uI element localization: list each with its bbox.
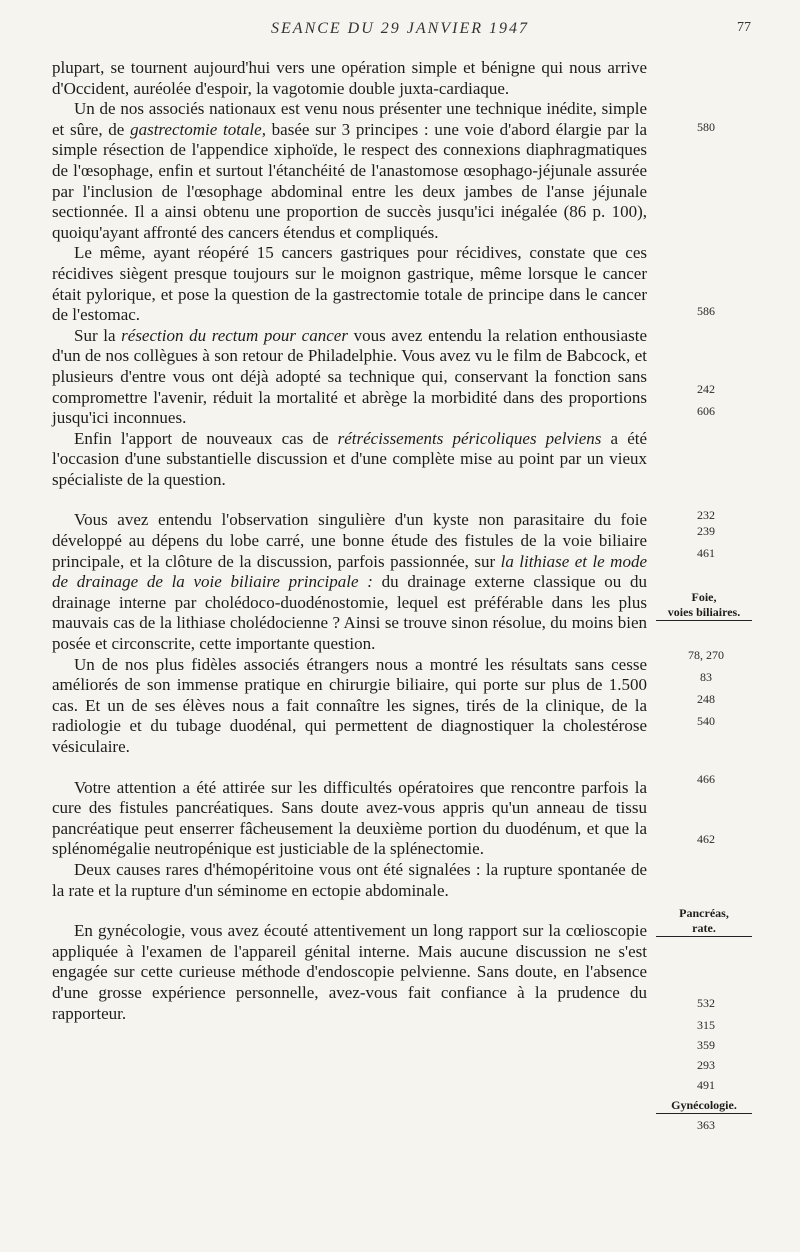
paragraph [52,510,647,654]
text-run: Un de nos plus fidèles associés étrangers nous a montré les résultats sans cesse améliorés de son immense pratique en chirurgie biliaire, qui porte sur plus de 1.500 cas. Et un de ses élèves nous a fait connaître les signes, tirés de la clinique, de la radiologie et du tubage duodénal, qui permettent de diagnostiquer la cholestérose vésiculaire. [52,654,647,756]
text-run: Votre attention a été attirée sur les difficultés opératoires que rencontre parfois la cure des fistules pancréatiques. Sans doute avez-vous appris qu'un anneau de tissu pancréatique peut enserrer fâcheusement la deuxième portion du duodénum, et que la splénomégalie neutropénique est justiciable de la splénectomie. [52,777,647,859]
margin-ref: 248 [697,692,715,706]
paragraph [52,58,647,99]
margin-heading-line: Foie, [691,590,717,604]
margin-heading-line: rate. [656,921,752,937]
margin-ref: 466 [697,772,715,786]
margin-heading-gynecology [656,1098,752,1114]
italic-text: gastrectomie totale, [130,119,266,139]
text-run: Deux causes rares d'hémopéritoine vous ont été signalées : la rupture spontanée de la rate et la rupture d'un séminome en ectopie abdominale. [52,859,647,900]
text-run: basée sur 3 principes : une voie d'abord élargie par la simple résection de l'appendice xiphoïde, le respect des connexions diaphragmatiques de l'œsophage, enfin et surtout l'étanchéité de l'anastomose œsophago-jéjunale assurée par l'inclusion de l'œsophage abdominal entre les deux jambes de l'anse jéjunale sectionnée. Il a ainsi obtenu une proportion de succès jusqu'ici inégalée (86 p. 100), quoiqu'ayant affronté des cancers étendus et compliqués. [52,119,648,242]
text-run: Sur la [74,325,122,345]
body-text [52,58,647,1024]
margin-heading-line: voies biliaires. [656,605,752,621]
margin-heading-line: Gynécologie. [656,1098,752,1114]
margin-heading-liver [656,590,752,621]
text-run: vous avez entendu la relation enthousiaste d'un de nos collègues à son retour de Philadelphie. Vous avez vu le film de Babcock, et plusieurs d'entre vous ont déjà adopté sa technique qui, conservant la fonction sans compromettre l'avenir, réduit la mortalité et abrège la morbidité dans des proportions jusqu'ici inconnues. [52,325,648,428]
text-run: Enfin l'apport de nouveaux cas de [74,428,338,448]
margin-ref: 491 [697,1078,715,1092]
margin-ref: 293 [697,1058,715,1072]
margin-ref: 580 [697,120,715,134]
italic-text: rétrécissements péricoliques pelviens [337,428,602,448]
margin-heading-pancreas [656,906,752,937]
margin-ref: 359 [697,1038,715,1052]
paragraph [52,655,647,758]
page-header [0,20,800,44]
margin-ref: 462 [697,832,715,846]
margin-ref: 242 [697,382,715,396]
margin-ref: 532 [697,996,715,1010]
page-number: 77 [737,20,751,35]
margin-ref: 606 [697,404,715,418]
paragraph [52,921,647,1024]
paragraph [52,429,647,491]
paragraph [52,860,647,901]
text-run: du drainage externe classique ou du drainage interne par cholédoco-duodénostomie, lequel est préférable dans les plus mauvais cas de la lithiase cholédocienne ? Ainsi se trouve sinon résolue, du moins bien posée et circonscrite, cette importante question. [52,572,647,654]
margin-ref: 232 [697,508,715,522]
text-run: plupart, se tournent aujourd'hui vers une opération simple et bénigne qui nous arrive d'Occident, auréolée d'espoir, la vagotomie double juxta-cardiaque. [52,58,647,98]
text-run: En gynécologie, vous avez écouté attentivement un long rapport sur la cœlioscopie appliquée à l'examen de l'appareil génital interne. Mais aucune discussion ne s'est engagée sur cette curieuse méthode d'endoscopie pelvienne. Sans doute, en l'absence d'une grosse expérience personnelle, avez-vous fait confiance à la prudence du rapporteur. [52,921,647,1023]
text-run: Vous avez entendu l'observation singulière d'un kyste non parasitaire du foie développé au dépens du lobe carré, une bonne étude des fistules de la voie biliaire principale, et la clôture de la discussion, parfois passionnée, sur [52,510,647,571]
margin-ref: 540 [697,714,715,728]
italic-text: la lithiase et le mode de drainage de la voie biliaire principale : [52,551,647,592]
paragraph [52,243,647,325]
paragraph [52,99,647,243]
margin-ref: 78, 270 [688,648,724,662]
margin-ref: 239 [697,524,715,538]
margin-ref: 83 [700,670,712,684]
margin-ref: 315 [697,1018,715,1032]
margin-ref: 461 [697,546,715,560]
italic-text: résection du rectum pour cancer [121,325,348,345]
text-run: Le même, ayant réopéré 15 cancers gastriques pour récidives, constate que ces récidives siègent presque toujours sur le moignon gastrique, même lorsque le cancer était pylorique, et pose la question de la gastrectomie totale de principe dans le cancer de l'estomac. [52,243,647,325]
running-title: SEANCE DU 29 JANVIER 1947 [271,20,529,37]
margin-heading-line: Pancréas, [679,906,729,920]
text-run: Un de nos associés nationaux est venu nous présenter une technique inédite, simple et sûre, de [52,99,647,139]
paragraph [52,326,647,429]
paragraph [52,778,647,860]
text-run: a été l'occasion d'une substantielle discussion et d'une complète mise au point par un vieux spécialiste de la question. [52,428,648,489]
margin-ref: 586 [697,304,715,318]
margin-ref: 363 [697,1118,715,1132]
